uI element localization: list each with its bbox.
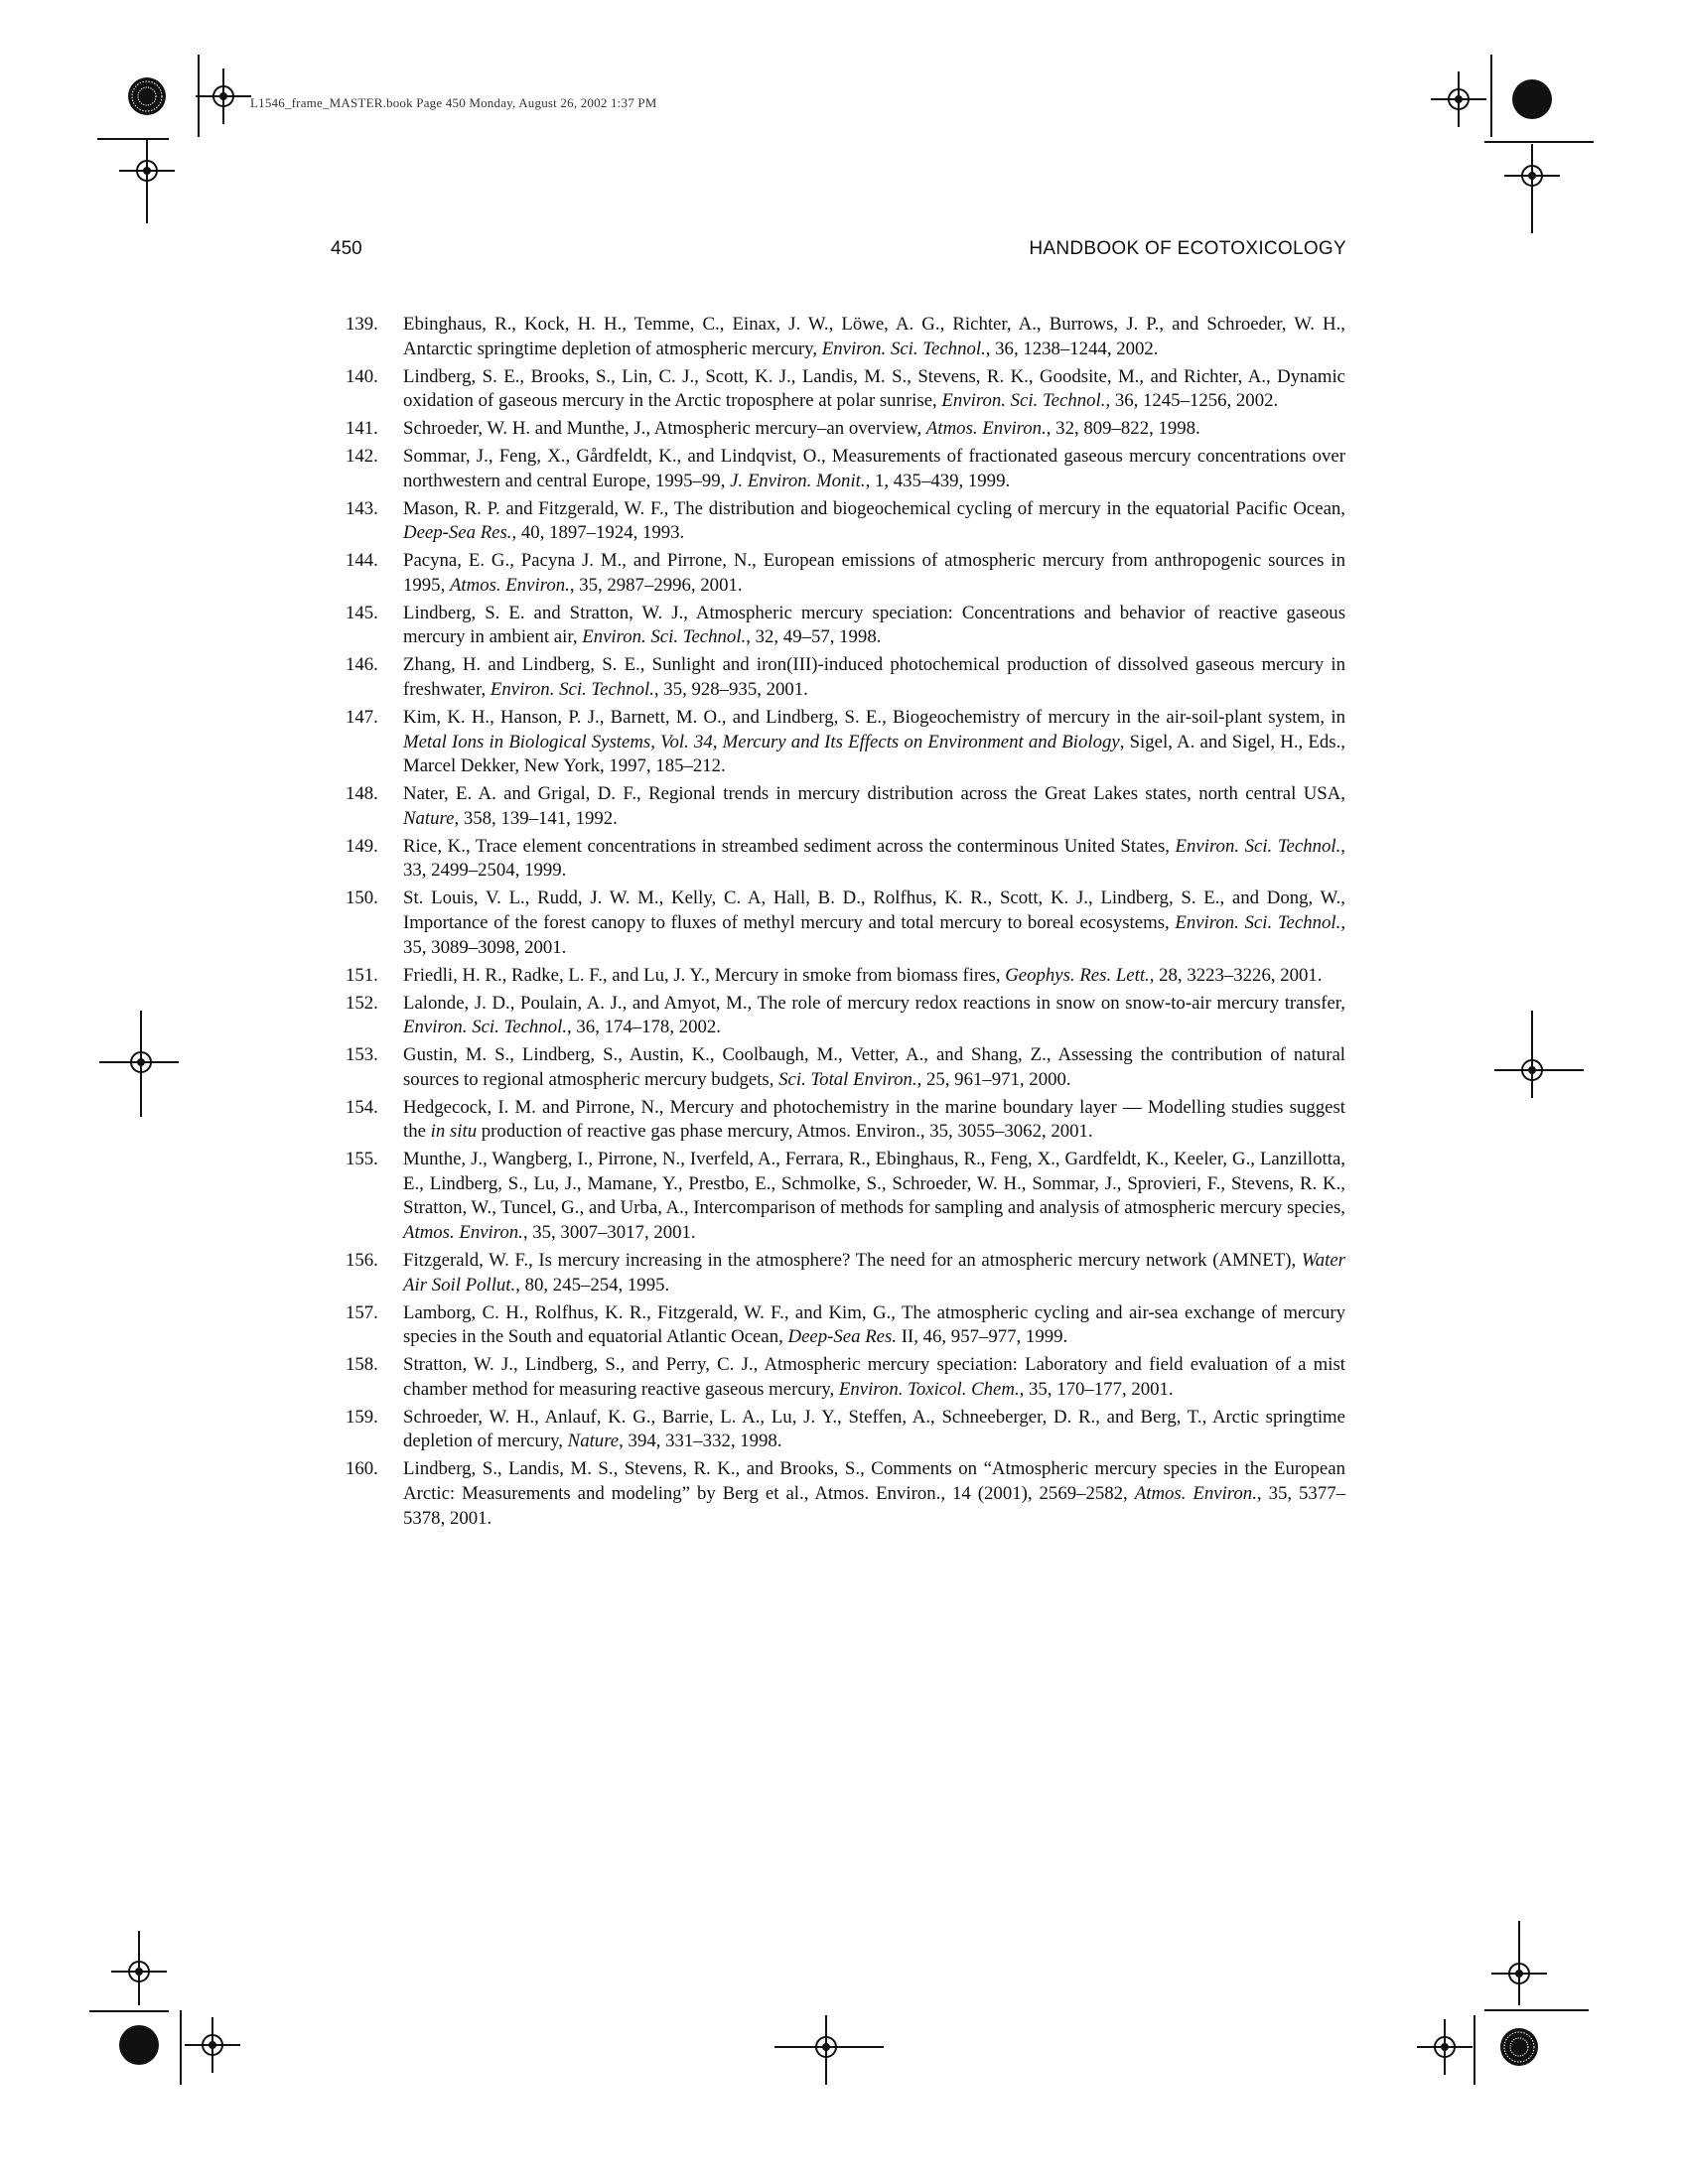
reference-text: Pacyna, E. G., Pacyna J. M., and Pirrone, N., European emissions of atmospheric mercury from anthropogenic sources in 1995, [403, 550, 1345, 596]
reference-text: Lindberg, S., Landis, M. S., Stevens, R. K., and Brooks, S., Comments on “Atmospheric mercury species in the European Arctic: Measurements and modeling” by Berg et al., Atmos. Environ., 14 (2001), 2569–2582, [403, 1458, 1345, 1504]
reference-text: Fitzgerald, W. F., Is mercury increasing in the atmosphere? The need for an atmospheric mercury network (AMNET), [403, 1250, 1302, 1272]
reference-number: 160. [346, 1458, 378, 1480]
reference-citation: , 35, 3089–3098, 2001. [403, 911, 1346, 958]
reference-citation: , 358, 139–141, 1992. [454, 807, 618, 829]
reference-item [346, 1457, 1345, 1531]
reference-citation: , 36, 1245–1256, 2002. [1105, 390, 1279, 412]
reference-item [346, 417, 1345, 442]
reference-number: 159. [346, 1406, 378, 1428]
reference-item [346, 1249, 1345, 1297]
reference-text: Kim, K. H., Hanson, P. J., Barnett, M. O., and Lindberg, S. E., Biogeochemistry of mercury in the air-soil-plant system, in [403, 707, 1345, 729]
reference-journal: Nature [403, 807, 455, 829]
reference-item [346, 1353, 1345, 1402]
reference-number: 146. [346, 654, 378, 676]
reference-number: 158. [346, 1354, 378, 1376]
reference-number: 151. [346, 964, 378, 986]
reference-citation: , 28, 3223–3226, 2001. [1149, 964, 1323, 986]
reference-text: Lindberg, S. E. and Stratton, W. J., Atmospheric mercury speciation: Concentrations and behavior of reactive gaseous mercury in ambient air, [403, 602, 1345, 648]
reference-citation: , 80, 245–254, 1995. [515, 1274, 670, 1296]
reference-item [346, 313, 1345, 361]
frame-slug: L1546_frame_MASTER.book Page 450 Monday, August 26, 2002 1:37 PM [250, 95, 657, 110]
reference-text: Lamborg, C. H., Rolfhus, K. R., Fitzgerald, W. F., and Kim, G., The atmospheric cycling and air-sea exchange of mercury species in the South and equatorial Atlantic Ocean, [403, 1301, 1345, 1348]
reference-citation: , 1, 435–439, 1999. [865, 470, 1011, 491]
reference-number: 153. [346, 1044, 378, 1066]
reference-item [346, 992, 1345, 1040]
reference-journal: Geophys. Res. Lett. [1005, 964, 1150, 986]
reference-number: 155. [346, 1149, 378, 1170]
reference-item [346, 1148, 1345, 1245]
reference-journal: Environ. Sci. Technol. [1175, 911, 1341, 933]
reference-journal: J. Environ. Monit. [730, 470, 866, 491]
reference-journal: Sci. Total Environ. [778, 1068, 917, 1090]
reference-item [346, 549, 1345, 598]
reference-citation: production of reactive gas phase mercury, Atmos. Environ., 35, 3055–3062, 2001. [477, 1121, 1093, 1143]
reference-citation: , Sigel, A. and Sigel, H., Eds., Marcel Dekker, New York, 1997, 185–212. [403, 731, 1345, 777]
reference-text: Rice, K., Trace element concentrations in streambed sediment across the conterminous United States, [403, 835, 1176, 857]
reference-citation: , 35, 5377–5378, 2001. [403, 1482, 1345, 1529]
reference-journal: Deep-Sea Res. [787, 1326, 898, 1348]
reference-item [346, 653, 1345, 702]
reference-number: 152. [346, 992, 378, 1014]
reference-number: 156. [346, 1250, 378, 1272]
reference-number: 142. [346, 446, 378, 468]
reference-number: 157. [346, 1301, 378, 1323]
reference-citation: , 35, 3007–3017, 2001. [522, 1222, 696, 1244]
reference-text: Schroeder, W. H., Anlauf, K. G., Barrie, L. A., Lu, J. Y., Steffen, A., Schneeberger, D. R., and Berg, T., Arctic springtime depletion of mercury, [403, 1406, 1345, 1452]
reference-number: 141. [346, 418, 378, 440]
reference-citation: , 40, 1897–1924, 1993. [511, 522, 685, 544]
reference-text: Friedli, H. R., Radke, L. F., and Lu, J. Y., Mercury in smoke from biomass fires, [403, 964, 1006, 986]
reference-text: Hedgecock, I. M. and Pirrone, N., Mercury and photochemistry in the marine boundary layer — Modelling studies suggest the [403, 1096, 1345, 1143]
reference-number: 143. [346, 497, 378, 519]
reference-text: Lalonde, J. D., Poulain, A. J., and Amyot, M., The role of mercury redox reactions in snow on snow-to-air mercury transfer, [403, 992, 1345, 1014]
reference-item [346, 445, 1345, 493]
reference-text: Nater, E. A. and Grigal, D. F., Regional trends in mercury distribution across the Great Lakes states, north central USA, [403, 783, 1345, 805]
reference-citation: , 33, 2499–2504, 1999. [403, 835, 1345, 882]
reference-citation: , 32, 49–57, 1998. [746, 626, 882, 648]
reference-text: Lindberg, S. E., Brooks, S., Lin, C. J., Scott, K. J., Landis, M. S., Stevens, R. K., Goodsite, M., and Richter, A., Dynamic oxidation of gaseous mercury in the Arctic troposphere at polar sunrise, [403, 365, 1345, 412]
reference-citation: , 35, 928–935, 2001. [653, 679, 808, 701]
reference-item [346, 835, 1345, 884]
reference-journal: Environ. Sci. Technol. [821, 338, 986, 359]
reference-list [346, 313, 1345, 1535]
reference-citation: , 36, 174–178, 2002. [567, 1017, 721, 1038]
reference-journal: Deep-Sea Res. [403, 522, 512, 544]
reference-journal: in situ [430, 1121, 478, 1143]
reference-text: Zhang, H. and Lindberg, S. E., Sunlight and iron(III)-induced photochemical production of dissolved gaseous mercury in freshwater, [403, 654, 1345, 701]
reference-item [346, 1301, 1345, 1350]
reference-item [346, 1406, 1345, 1454]
reference-number: 144. [346, 550, 378, 572]
reference-citation: II, 46, 957–977, 1999. [897, 1326, 1068, 1348]
reference-text: Sommar, J., Feng, X., Gårdfeldt, K., and Lindqvist, O., Measurements of fractionated gaseous mercury concentrations over northwestern and central Europe, 1995–99, [403, 446, 1345, 491]
reference-item [346, 706, 1345, 779]
reference-journal: Environ. Sci. Technol. [1175, 835, 1341, 857]
reference-journal: Atmos. Environ. [1134, 1482, 1257, 1504]
reference-journal: Environ. Sci. Technol. [941, 390, 1106, 412]
reference-journal: Atmos. Environ. [403, 1222, 523, 1244]
reference-citation: , 35, 170–177, 2001. [1019, 1378, 1174, 1400]
reference-journal: Environ. Sci. Technol. [403, 1017, 568, 1038]
reference-citation: , 36, 1238–1244, 2002. [985, 338, 1159, 359]
reference-number: 148. [346, 783, 378, 805]
reference-journal: Environ. Sci. Technol. [582, 626, 747, 648]
reference-text: Schroeder, W. H. and Munthe, J., Atmospheric mercury–an overview, [403, 418, 926, 440]
reference-text: Gustin, M. S., Lindberg, S., Austin, K., Coolbaugh, M., Vetter, A., and Shang, Z., Assessing the contribution of natural sources to regional atmospheric mercury budgets, [403, 1044, 1345, 1090]
reference-item [346, 497, 1345, 546]
reference-journal: Atmos. Environ. [925, 418, 1047, 440]
reference-number: 147. [346, 707, 378, 729]
reference-citation: , 35, 2987–2996, 2001. [569, 574, 743, 596]
reference-citation: , 394, 331–332, 1998. [619, 1431, 782, 1452]
reference-journal: Atmos. Environ. [449, 574, 570, 596]
reference-number: 139. [346, 314, 378, 335]
page-number: 450 [331, 238, 362, 259]
reference-journal: Water Air Soil Pollut. [403, 1250, 1345, 1296]
reference-number: 149. [346, 835, 378, 857]
reference-item [346, 887, 1345, 960]
reference-item [346, 602, 1345, 650]
reference-citation: , 25, 961–971, 2000. [916, 1068, 1071, 1090]
reference-text: Ebinghaus, R., Kock, H. H., Temme, C., Einax, J. W., Löwe, A. G., Richter, A., Burrows, J. P., and Schroeder, W. H., Antarctic springtime depletion of atmospheric mercury, [403, 314, 1345, 359]
reference-journal: Environ. Toxicol. Chem. [838, 1378, 1020, 1400]
reference-number: 145. [346, 602, 378, 623]
reference-text: Stratton, W. J., Lindberg, S., and Perry, C. J., Atmospheric mercury speciation: Laboratory and field evaluation of a mist chamber method for measuring reactive gaseous mercury, [403, 1354, 1345, 1400]
book-title: HANDBOOK OF ECOTOXICOLOGY [1029, 238, 1346, 259]
reference-number: 154. [346, 1096, 378, 1118]
reference-item [346, 1096, 1345, 1145]
reference-number: 140. [346, 365, 378, 387]
reference-text: Munthe, J., Wangberg, I., Pirrone, N., Iverfeld, A., Ferrara, R., Ebinghaus, R., Feng, X., Gardfeldt, K., Keeler, G., Lanzillotta, E., Lindberg, S., Lu, J., Mamane, Y., Prestbo, E., Schmolke, S., Schroeder, W. H., Sommar, J., Sprovieri, F., Stevens, R. K., Stratton, W., Tuncel, G., and Urba, A., Intercomparison of methods for sampling and analysis of atmospheric mercury species, [403, 1149, 1345, 1219]
reference-item [346, 365, 1345, 414]
reference-item [346, 964, 1345, 989]
reference-item [346, 1043, 1345, 1092]
reference-citation: , 32, 809–822, 1998. [1046, 418, 1200, 440]
reference-journal: Nature [567, 1431, 620, 1452]
reference-journal: Metal Ions in Biological Systems, Vol. 34, Mercury and Its Effects on Environment and Biology [403, 731, 1120, 752]
reference-journal: Environ. Sci. Technol. [490, 679, 654, 701]
reference-number: 150. [346, 887, 378, 909]
reference-text: Mason, R. P. and Fitzgerald, W. F., The distribution and biogeochemical cycling of mercury in the equatorial Pacific Ocean, [403, 497, 1345, 519]
reference-text: St. Louis, V. L., Rudd, J. W. M., Kelly, C. A, Hall, B. D., Rolfhus, K. R., Scott, K. J., Lindberg, S. E., and Dong, W., Importance of the forest canopy to fluxes of methyl mercury and total mercury to boreal ecosystems, [403, 887, 1345, 933]
reference-item [346, 782, 1345, 831]
